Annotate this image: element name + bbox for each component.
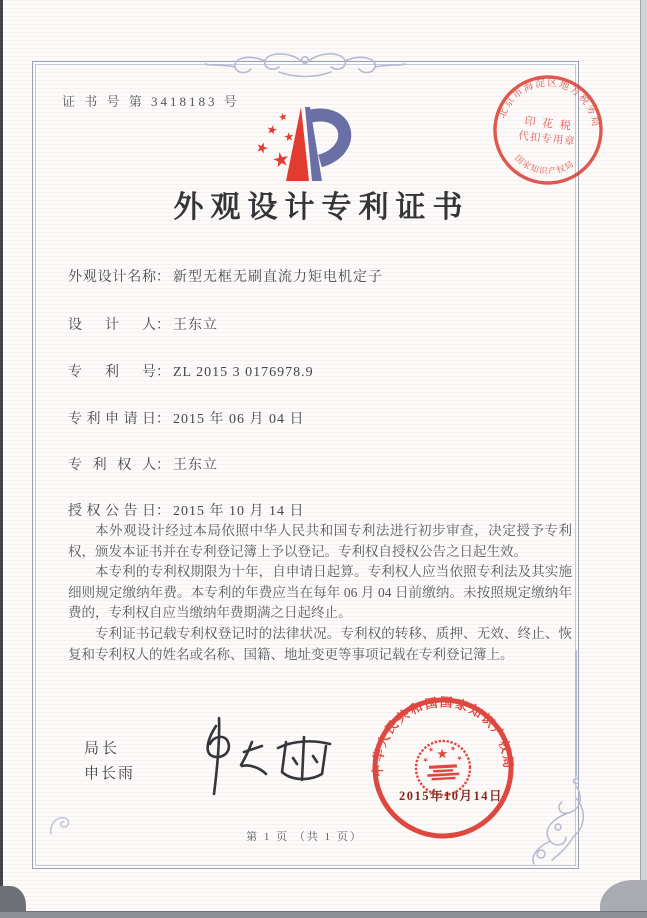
tax-seal-center-line2: 代扣专用章: [517, 130, 577, 148]
field-value: 王东立: [173, 318, 218, 333]
scan-edge-left: [0, 0, 3, 918]
tax-seal-ring-top-text: 北京市海淀区地方税务局: [496, 77, 602, 129]
field-label: 授权公告日: [68, 504, 156, 519]
sipo-logo-icon: [248, 103, 363, 193]
field-colon: ：: [156, 504, 170, 519]
scan-edge-bottom: [0, 911, 647, 918]
tax-seal-center-line1: 印 花 税: [523, 115, 574, 133]
signer-name: 申长雨: [84, 766, 136, 782]
field-patentee: [68, 454, 218, 474]
field-colon: ：: [156, 458, 170, 473]
seal-date: 2015年10月14日: [398, 789, 503, 803]
field-colon: ：: [156, 412, 170, 427]
stamp-duty-seal: [485, 67, 610, 192]
signer-title: 局长: [84, 741, 121, 757]
field-value: ZL 2015 3 0176978.9: [173, 365, 314, 380]
field-grant-date: [68, 500, 305, 520]
sipo-official-seal: [365, 690, 521, 846]
field-colon: ：: [156, 318, 170, 333]
tax-seal-ring-bottom-text: 国家知识产权局: [513, 152, 576, 177]
field-label: 外观设计名称: [68, 270, 156, 285]
seal-ring-text: 中华人民共和国国家知识产权局: [370, 695, 516, 778]
legal-paragraph-2: 本专利的专利权期限为十年，自申请日起算。专利权人应当依照专利法及其实施细则规定缴纳年费。本专利的年费应当在每年 06 月 04 日前缴纳。未按照规定缴纳年费的，专利权自应当缴纳年费期满之日起终止。: [68, 564, 572, 621]
top-scroll-ornament-icon: [203, 48, 407, 80]
field-label: 专利号: [68, 365, 156, 380]
legal-paragraph-3: 专利证书记载专利权登记时的法律状况。专利权的转移、质押、无效、终止、恢复和专利权人的姓名或名称、国籍、地址变更等事项记载在专利登记簿上。: [68, 625, 572, 662]
field-label: 设计人: [68, 318, 156, 333]
certificate-title: 外观设计专利证书: [173, 191, 470, 224]
scan-edge-right: [640, 0, 647, 918]
field-label: 专利权人: [68, 458, 156, 473]
legal-text-block: [68, 521, 572, 665]
field-designer: [68, 314, 218, 334]
field-colon: ：: [156, 270, 170, 285]
svg-text:中华人民共和国国家知识产权局: [366, 692, 515, 778]
field-value: 2015 年 10 月 14 日: [173, 504, 305, 519]
legal-paragraph-1: 本外观设计经过本局依照中华人民共和国专利法进行初步审查，决定授予专利权，颁发本证书并在专利登记簿上予以登记。专利权自授权公告之日起生效。: [68, 523, 572, 559]
page-number-footer: 第 1 页 （共 1 页）: [246, 831, 363, 843]
field-design-name: [68, 266, 383, 286]
field-value: 2015 年 06 月 04 日: [173, 412, 305, 427]
field-label: 专利申请日: [68, 412, 156, 427]
field-filing-date: [68, 408, 305, 428]
certificate-paper: [3, 0, 640, 912]
field-patent-number: [68, 361, 314, 381]
handwritten-signature: [180, 710, 340, 802]
certificate-number: 证 书 号 第 3418183 号: [62, 94, 240, 109]
field-colon: ：: [156, 365, 170, 380]
field-value: 王东立: [173, 458, 218, 473]
field-value: 新型无框无刷直流力矩电机定子: [173, 270, 383, 285]
